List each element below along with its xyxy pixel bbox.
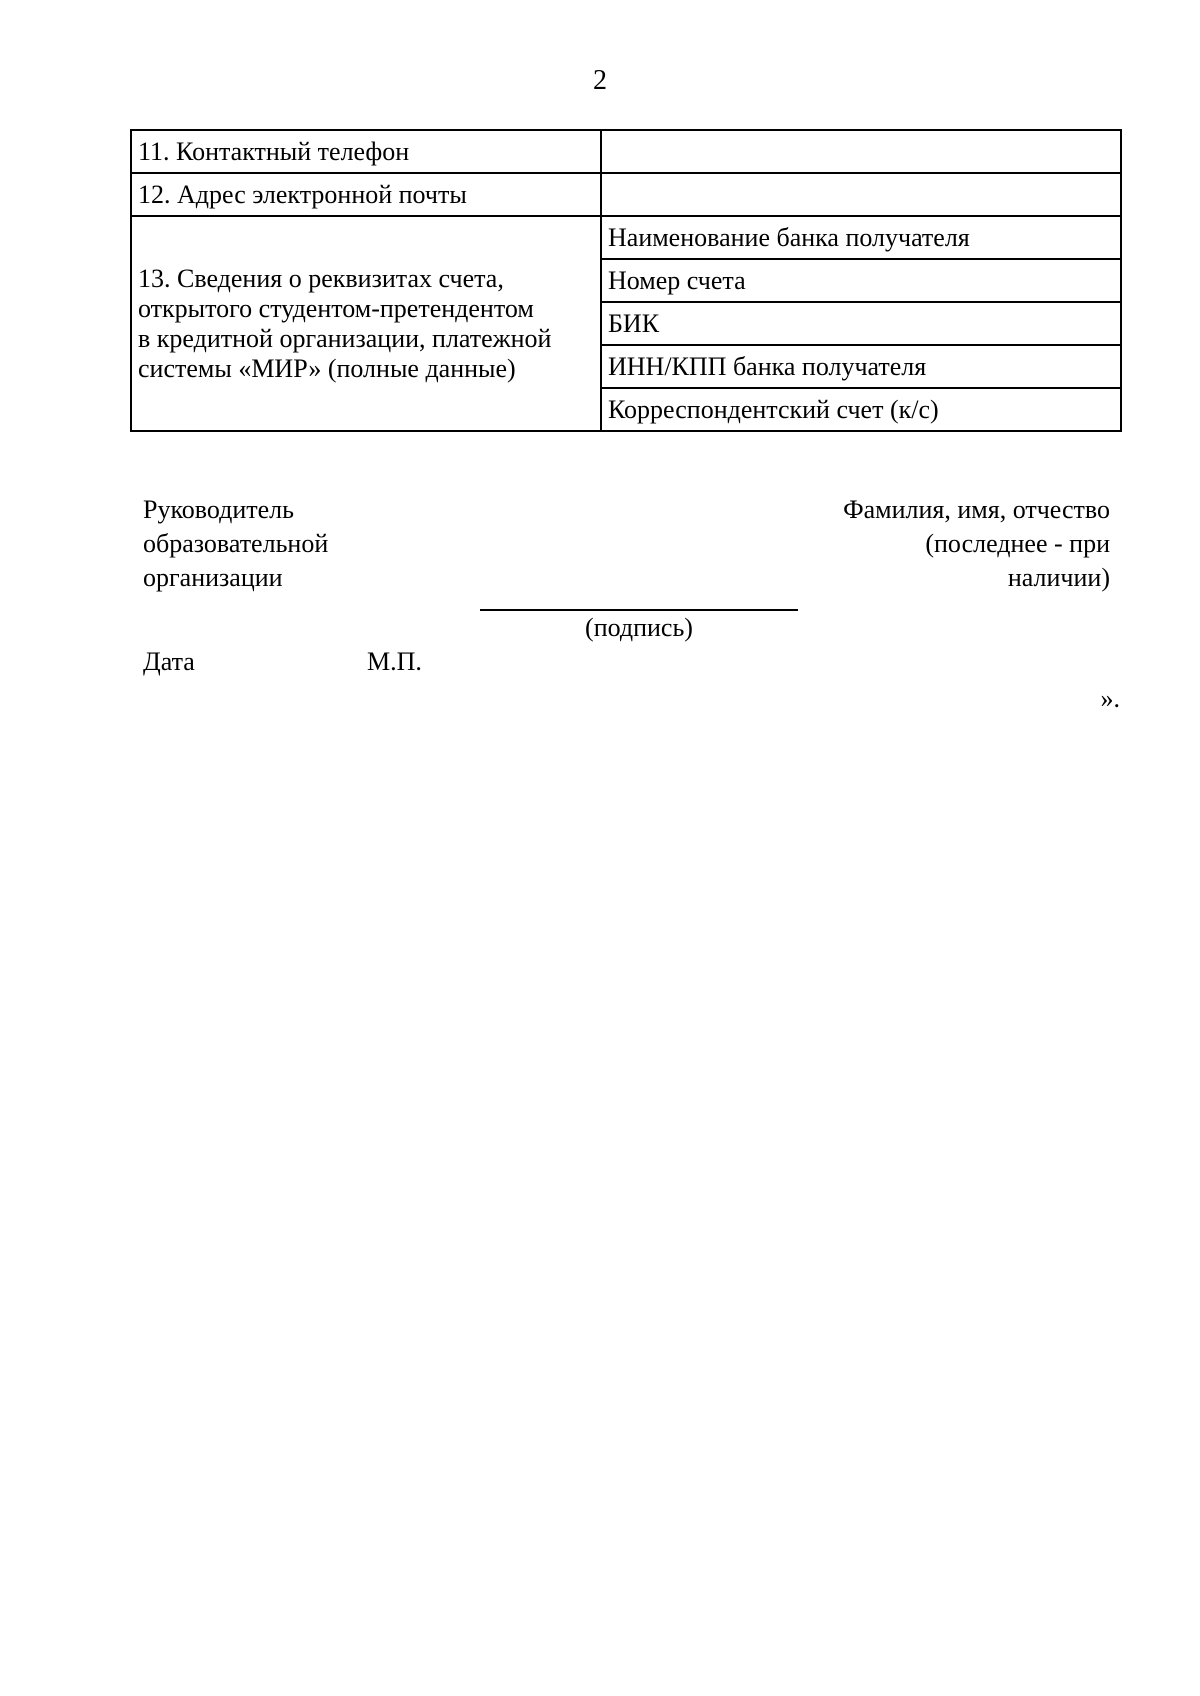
email-label: 12. Адрес электронной почты: [131, 173, 601, 216]
contact-phone-label: 11. Контактный телефон: [131, 130, 601, 173]
bank-details-label-line: системы «МИР» (полные данные): [138, 353, 516, 383]
correspondent-account-field[interactable]: Корреспондентский счет (к/с): [601, 388, 1121, 431]
full-name-caption-line: наличии): [1007, 563, 1110, 592]
date-label: Дата: [143, 647, 195, 676]
full-name-caption: [780, 493, 1110, 595]
bik-field[interactable]: БИК: [601, 302, 1121, 345]
head-title-line: Руководитель: [143, 495, 294, 524]
stamp-label: М.П.: [367, 647, 422, 676]
full-name-caption-line: Фамилия, имя, отчество: [843, 495, 1110, 524]
bank-details-label-line: 13. Сведения о реквизитах счета,: [138, 263, 504, 293]
bank-details-label-line: в кредитной организации, платежной: [138, 323, 552, 353]
closing-quote: ».: [1100, 684, 1120, 713]
page-number: 2: [593, 65, 607, 96]
head-title-line: организации: [143, 563, 283, 592]
signature-caption: (подпись): [585, 613, 693, 642]
bank-name-field[interactable]: Наименование банка получателя: [601, 216, 1121, 259]
head-title: [143, 493, 403, 595]
head-title-line: образовательной: [143, 529, 329, 558]
inn-kpp-field[interactable]: ИНН/КПП банка получателя: [601, 345, 1121, 388]
full-name-caption-line: (последнее - при: [925, 529, 1110, 558]
account-number-field[interactable]: Номер счета: [601, 259, 1121, 302]
bank-details-label-line: открытого студентом-претендентом: [138, 293, 534, 323]
